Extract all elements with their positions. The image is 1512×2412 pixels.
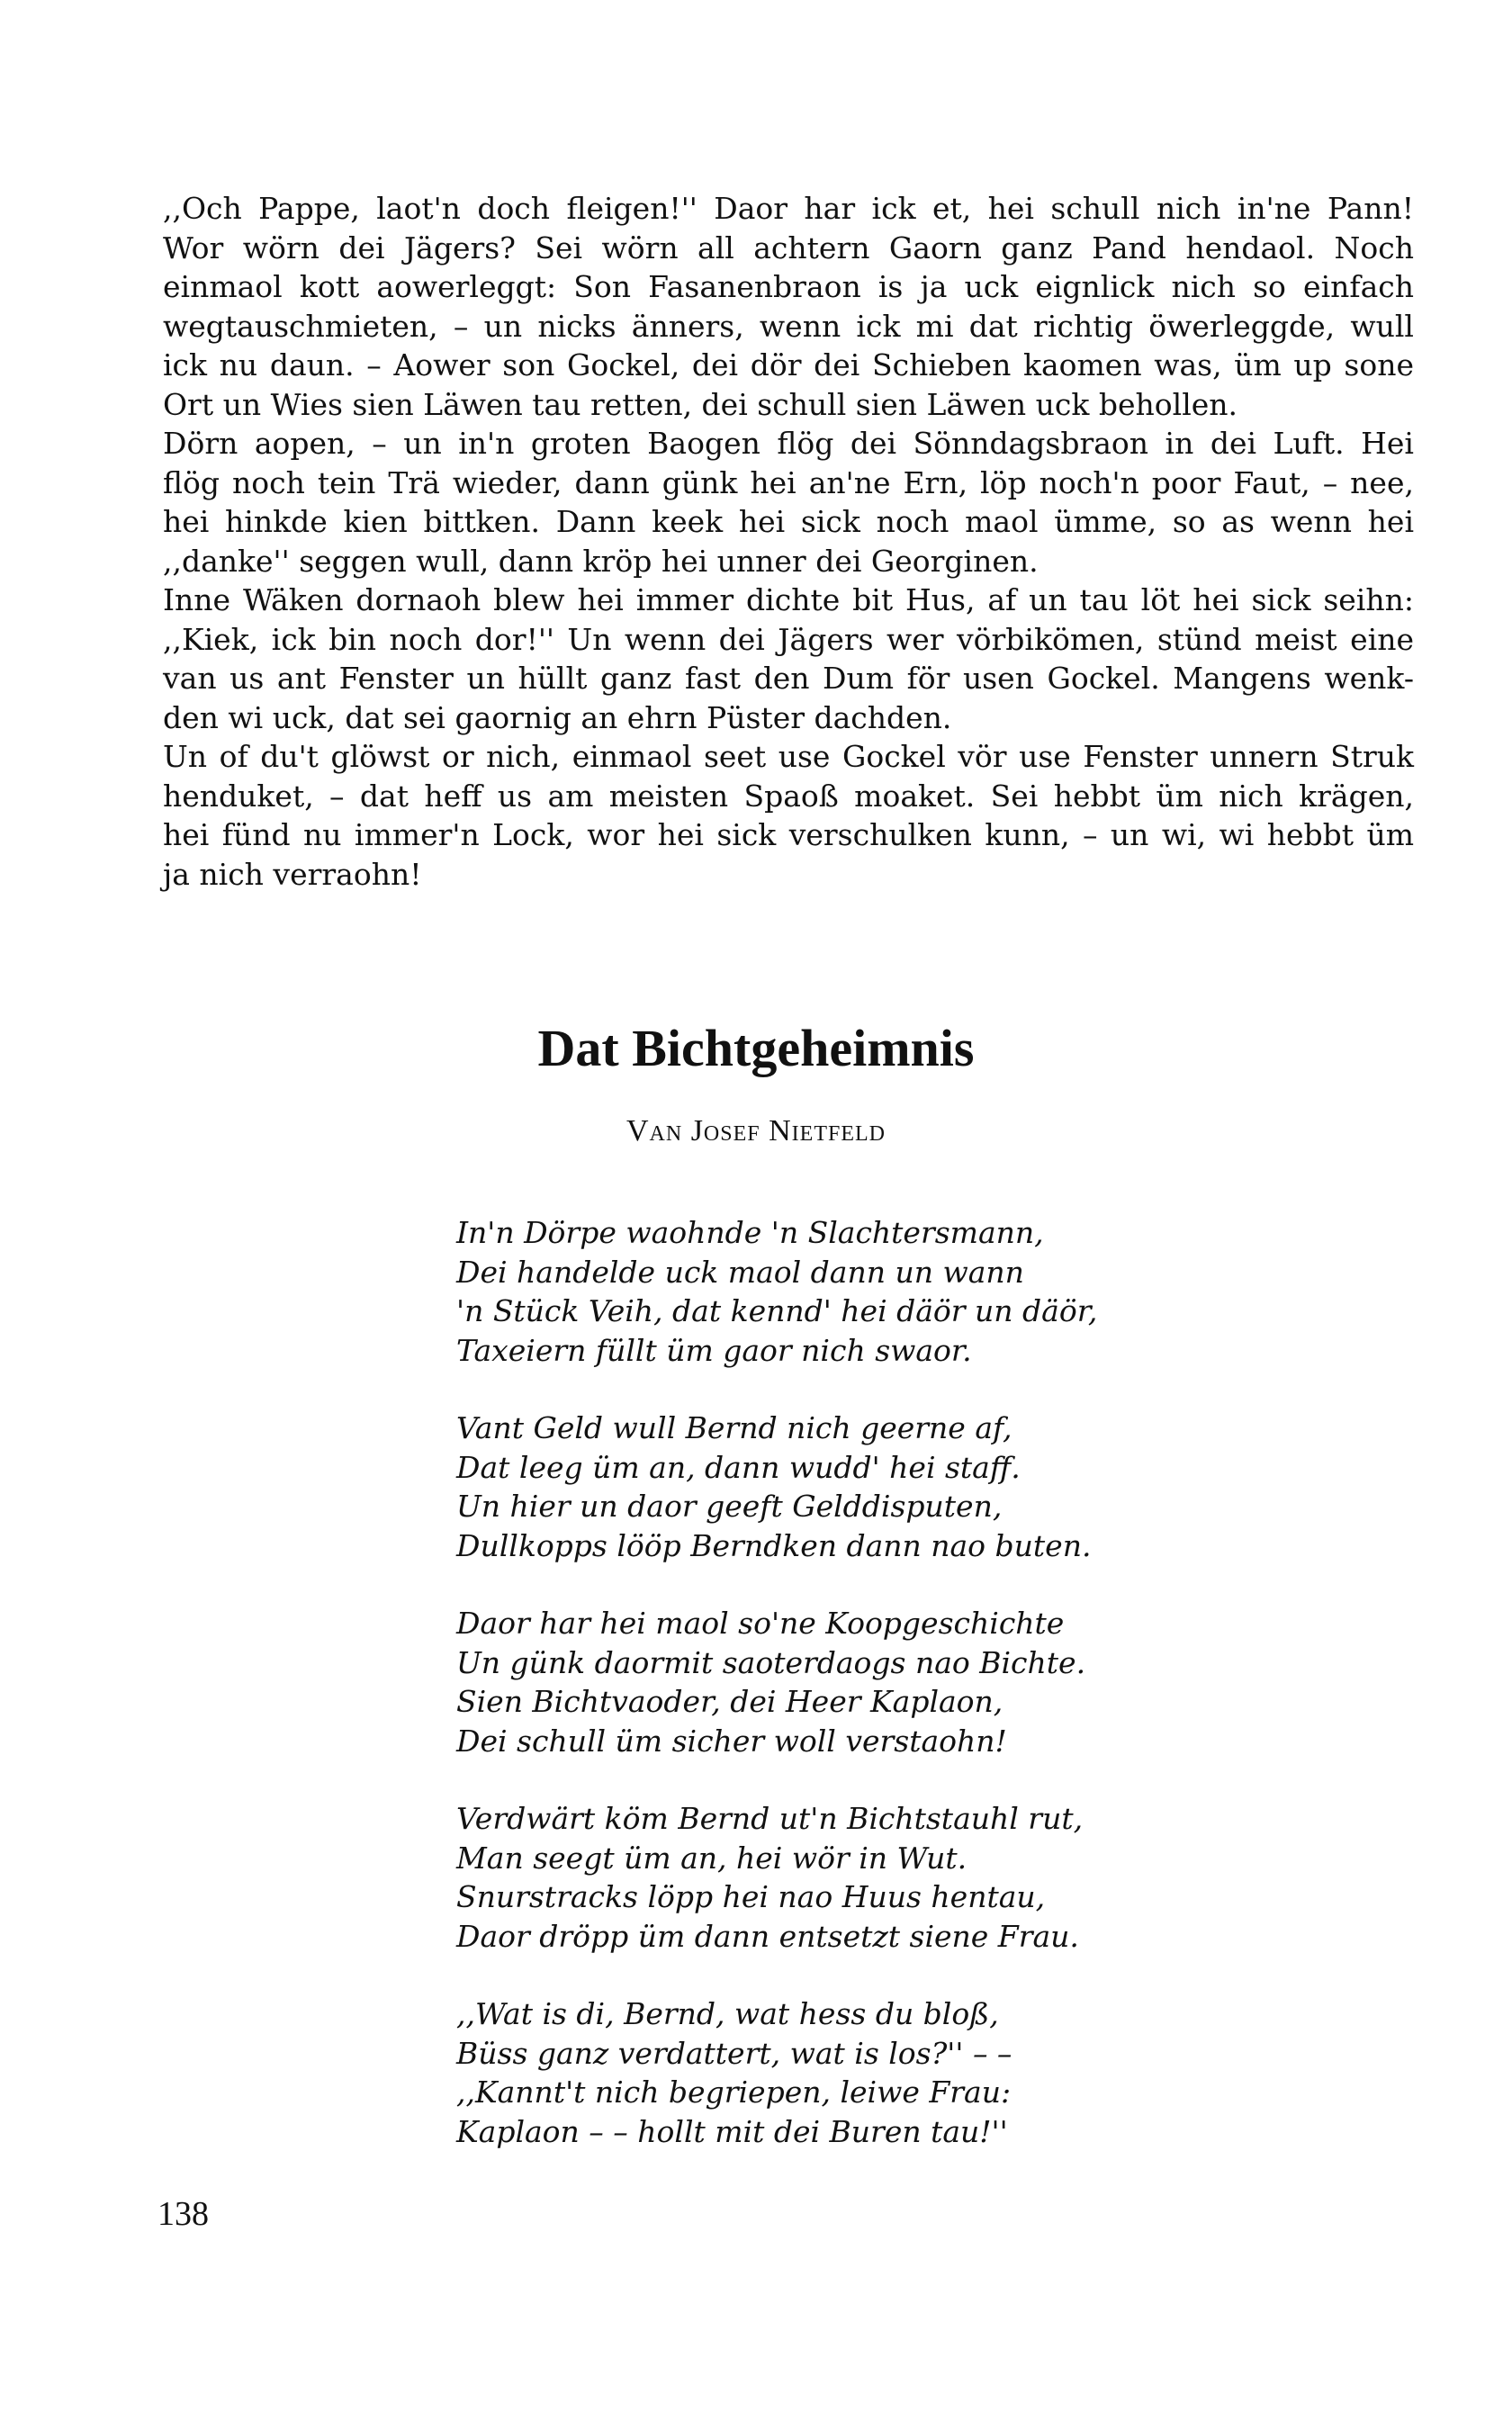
poem-verse: ,,Wat is di, Bernd, wat hess du bloß, xyxy=(456,1996,999,2031)
prose-line: Un of du't glöwst or nich, einmaol seet use Gockel vör use Fenster unnern Struk xyxy=(163,739,1414,774)
poem-verse: 'n Stück Veih, dat kennd' hei däör un däör, xyxy=(456,1293,1098,1328)
poem-verse: Daor har hei maol so'ne Koopgeschichte xyxy=(456,1606,1065,1641)
prose-line: flög noch tein Trä wieder, dann günk hei an'ne Ern, löp noch'n poor Faut, – nee, xyxy=(163,464,1414,500)
prose-line: ,,Och Pappe, laot'n doch fleigen!'' Daor har ick et, hei schull nich in'ne Pann! xyxy=(163,191,1414,226)
prose-line: ,,Kiek, ick bin noch dor!'' Un wenn dei Jägers wer vörbikömen, stünd meist eine xyxy=(163,621,1414,657)
poem-verse: Dei schull üm sicher woll verstaohn! xyxy=(456,1723,1007,1759)
poem-stanza xyxy=(456,1994,1266,2151)
poem-verse: Büss ganz verdattert, wat is los?'' – – xyxy=(456,2035,1012,2071)
prose-block xyxy=(163,189,1414,894)
poem-verse: Taxeiern füllt üm gaor nich swaor. xyxy=(456,1332,972,1368)
prose-line: wegtauschmieten, – un nicks änners, wenn ick mi dat richtig öwerleggde, wull xyxy=(163,308,1414,344)
poem-verse: Kaplaon – – hollt mit dei Buren tau!'' xyxy=(456,2113,1008,2149)
poem-verse: Vant Geld wull Bernd nich geerne af, xyxy=(456,1410,1012,1445)
prose-line: ja nich verraohn! xyxy=(163,856,422,892)
prose-line: ,,danke'' seggen wull, dann kröp hei unner dei Georginen. xyxy=(163,543,1039,579)
poem-verse: Dullkopps lööp Berndken dann nao buten. xyxy=(456,1527,1092,1563)
author-byline: Van Josef Nietfeld xyxy=(626,1114,886,1148)
prose-line: Dörn aopen, – un in'n groten Baogen flög dei Sönndagsbraon in dei Luft. Hei xyxy=(163,426,1414,461)
poem-verse: Man seegt üm an, hei wör in Wut. xyxy=(456,1840,968,1876)
page-number: 138 xyxy=(158,2195,209,2233)
prose-line: hei hinkde kien bittken. Dann keek hei sick noch maol ümme, so as wenn hei xyxy=(163,504,1414,539)
prose-line: ick nu daun. – Aower son Gockel, dei dör dei Schieben kaomen was, üm up sone xyxy=(163,347,1414,382)
poem-title: Dat Bichtgeheimnis xyxy=(537,1019,975,1077)
poem-stanza xyxy=(456,1408,1266,1565)
poem-verse: Snurstracks löpp hei nao Huus hentau, xyxy=(456,1879,1046,1914)
poem-verse: Un günk daormit saoterdaogs nao Bichte. xyxy=(456,1644,1086,1680)
prose-line: henduket, – dat heff us am meisten Spaoß moaket. Sei hebbt üm nich krägen, xyxy=(163,778,1414,814)
poem-verse: Un hier un daor geeft Gelddisputen, xyxy=(456,1489,1003,1524)
poem-stanza xyxy=(456,1604,1266,1760)
prose-line: einmaol kott aowerleggt: Son Fasanenbraon is ja uck eignlick nich so einfach xyxy=(163,269,1414,304)
poem-stanza xyxy=(456,1213,1266,1370)
poem xyxy=(456,1213,1266,2190)
poem-verse: Sien Bichtvaoder, dei Heer Kaplaon, xyxy=(456,1684,1004,1719)
poem-verse: ,,Kannt't nich begriepen, leiwe Frau: xyxy=(456,2074,1012,2110)
prose-line: hei fünd nu immer'n Lock, wor hei sick verschulken kunn, – un wi, wi hebbt üm xyxy=(163,817,1414,852)
poem-verse: In'n Dörpe waohnde 'n Slachtersmann, xyxy=(456,1215,1044,1250)
prose-line: Wor wörn dei Jägers? Sei wörn all achtern Gaorn ganz Pand hendaol. Noch xyxy=(163,230,1414,266)
prose-line: Ort un Wies sien Läwen tau retten, dei schull sien Läwen uck behollen. xyxy=(163,386,1238,422)
poem-verse: Dei handelde uck maol dann un wann xyxy=(456,1254,1024,1290)
poem-verse: Dat leeg üm an, dann wudd' hei staff. xyxy=(456,1449,1021,1485)
poem-stanza xyxy=(456,1799,1266,1956)
poem-verse: Daor dröpp üm dann entsetzt siene Frau. xyxy=(456,1918,1079,1954)
prose-line: den wi uck, dat sei gaornig an ehrn Püster dachden. xyxy=(163,699,952,735)
poem-verse: Verdwärt köm Bernd ut'n Bichtstauhl rut, xyxy=(456,1801,1084,1836)
prose-line: Inne Wäken dornaoh blew hei immer dichte bit Hus, af un tau löt hei sick seihn: xyxy=(163,582,1414,617)
prose-line: van us ant Fenster un hüllt ganz fast den Dum för usen Gockel. Mangens wenk- xyxy=(163,661,1414,696)
